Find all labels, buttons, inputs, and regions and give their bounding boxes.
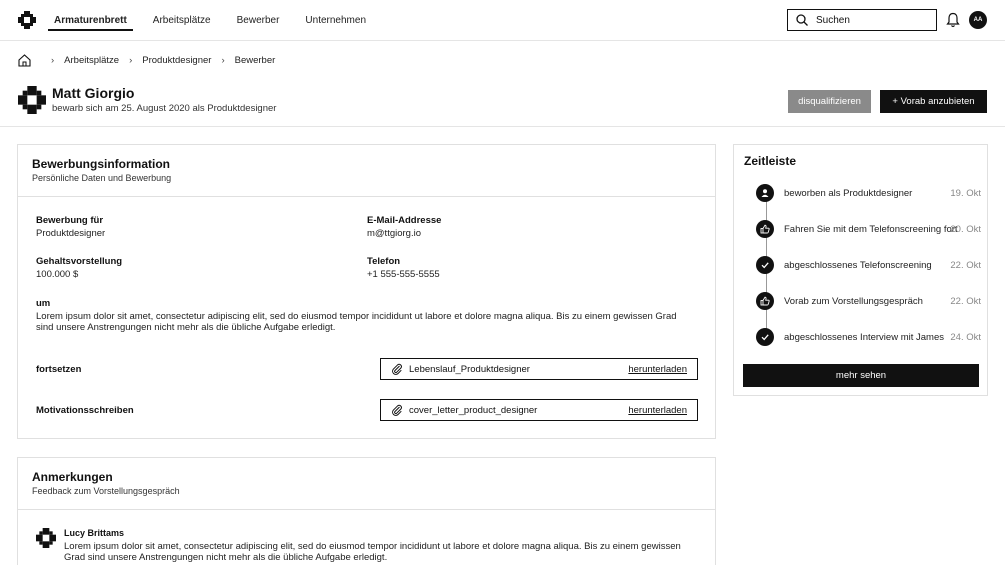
field-value: Lorem ipsum dolor sit amet, consectetur adipiscing elit, sed do eiusmod tempor incididunt ut labore et dolore magna aliqua. Bis zu einem gewissen Grad sind unsere Anstrengungen nicht mehr als die übliche Aufgabe erledigt.: [36, 311, 677, 333]
offer-button[interactable]: + Vorab anzubieten: [880, 90, 987, 113]
download-link[interactable]: herunterladen: [628, 404, 687, 416]
bell-icon[interactable]: [946, 12, 960, 28]
header-divider: [0, 126, 1005, 127]
paperclip-icon: [391, 363, 403, 375]
field-label: E-Mail-Addresse: [367, 215, 442, 226]
timeline-text: abgeschlossenes Interview mit James: [784, 331, 944, 343]
timeline-date: 22. Okt: [950, 295, 981, 307]
resume-label: fortsetzen: [36, 364, 82, 375]
timeline-date: 24. Okt: [950, 331, 981, 343]
field-applied-for: [36, 215, 105, 239]
timeline-card: [733, 144, 988, 396]
candidate-logo-icon: [18, 86, 46, 114]
search-input[interactable]: [816, 15, 926, 26]
breadcrumb: [18, 54, 275, 67]
notes-card: [17, 457, 716, 565]
card-title: Bewerbungsinformation: [32, 157, 171, 171]
card-header: [18, 458, 715, 510]
field-label: Telefon: [367, 256, 401, 267]
field-label: um: [36, 298, 51, 309]
timeline-item: [756, 219, 981, 239]
nav-dashboard[interactable]: Armaturenbrett: [48, 11, 133, 31]
nav-links: [48, 0, 386, 41]
breadcrumb-separator: ›: [129, 55, 133, 66]
field-label: Gehaltsvorstellung: [36, 256, 123, 267]
breadcrumb-jobs[interactable]: Arbeitsplätze: [64, 55, 120, 66]
top-navigation: [0, 0, 1005, 41]
field-about: [36, 298, 696, 334]
download-link[interactable]: herunterladen: [628, 363, 687, 375]
application-info-card: [17, 144, 716, 439]
timeline-date: 22. Okt: [950, 259, 981, 271]
note-author: Lucy Brittams: [64, 528, 125, 538]
breadcrumb-candidates[interactable]: Bewerber: [234, 55, 276, 66]
field-phone: [367, 256, 440, 280]
search-box[interactable]: [787, 9, 937, 31]
thumbs-up-icon: [756, 292, 774, 310]
breadcrumb-separator: ›: [51, 55, 55, 66]
timeline-item: [756, 183, 981, 203]
card-subtitle: Persönliche Daten und Bewerbung: [32, 173, 172, 183]
timeline-item: [756, 327, 981, 347]
thumbs-up-icon: [756, 220, 774, 238]
card-subtitle: Feedback zum Vorstellungsgespräch: [32, 486, 180, 496]
timeline-text: Fahren Sie mit dem Telefonscreening fort: [784, 223, 958, 235]
breadcrumb-job-title[interactable]: Produktdesigner: [142, 55, 212, 66]
see-more-button[interactable]: mehr sehen: [743, 364, 979, 387]
user-avatar[interactable]: AA: [969, 11, 987, 29]
nav-companies[interactable]: Unternehmen: [305, 15, 367, 26]
timeline-title: Zeitleiste: [744, 154, 797, 168]
user-icon: [756, 184, 774, 202]
resume-attachment: [380, 358, 698, 380]
nav-candidates[interactable]: Bewerber: [236, 15, 280, 26]
timeline-text: Vorab zum Vorstellungsgespräch: [784, 295, 923, 307]
paperclip-icon: [391, 404, 403, 416]
card-header: [18, 145, 715, 197]
timeline-item: [756, 291, 981, 311]
cover-letter-label: Motivationsschreiben: [36, 405, 134, 416]
field-label: Bewerbung für: [36, 215, 104, 226]
home-icon[interactable]: [18, 54, 31, 67]
field-value: m@ttgiorg.io: [367, 228, 421, 239]
field-email: [367, 215, 441, 239]
field-value: +1 555-555-5555: [367, 269, 440, 280]
timeline-text: beworben als Produktdesigner: [784, 187, 913, 199]
check-icon: [756, 328, 774, 346]
card-title: Anmerkungen: [32, 470, 113, 484]
timeline-item: [756, 255, 981, 275]
disqualify-button[interactable]: disqualifizieren: [788, 90, 871, 113]
nav-jobs[interactable]: Arbeitsplätze: [152, 15, 211, 26]
breadcrumb-separator: ›: [221, 55, 225, 66]
field-value: Produktdesigner: [36, 228, 106, 239]
search-icon: [796, 14, 808, 26]
cover-letter-attachment: [380, 399, 698, 421]
attachment-filename: Lebenslauf_Produktdesigner: [409, 363, 530, 375]
candidate-name: Matt Giorgio: [52, 85, 135, 101]
note-text: Lorem ipsum dolor sit amet, consectetur adipiscing elit, sed do eiusmod tempor incididunt ut labore et dolore magna aliqua. Bis zu einem gewissen Grad sind unsere Anstrengungen nicht mehr als die übliche Aufgabe erledigt.: [64, 541, 681, 563]
company-logo-icon[interactable]: [18, 11, 36, 29]
timeline-text: abgeschlossenes Telefonscreening: [784, 259, 932, 271]
check-icon: [756, 256, 774, 274]
timeline-date: 19. Okt: [950, 187, 981, 199]
timeline-date: 20. Okt: [950, 223, 981, 235]
author-logo-icon: [36, 528, 56, 548]
candidate-subtitle: bewarb sich am 25. August 2020 als Produktdesigner: [52, 103, 277, 114]
field-salary: [36, 256, 122, 280]
attachment-filename: cover_letter_product_designer: [409, 404, 538, 416]
field-value: 100.000 $: [36, 269, 79, 280]
